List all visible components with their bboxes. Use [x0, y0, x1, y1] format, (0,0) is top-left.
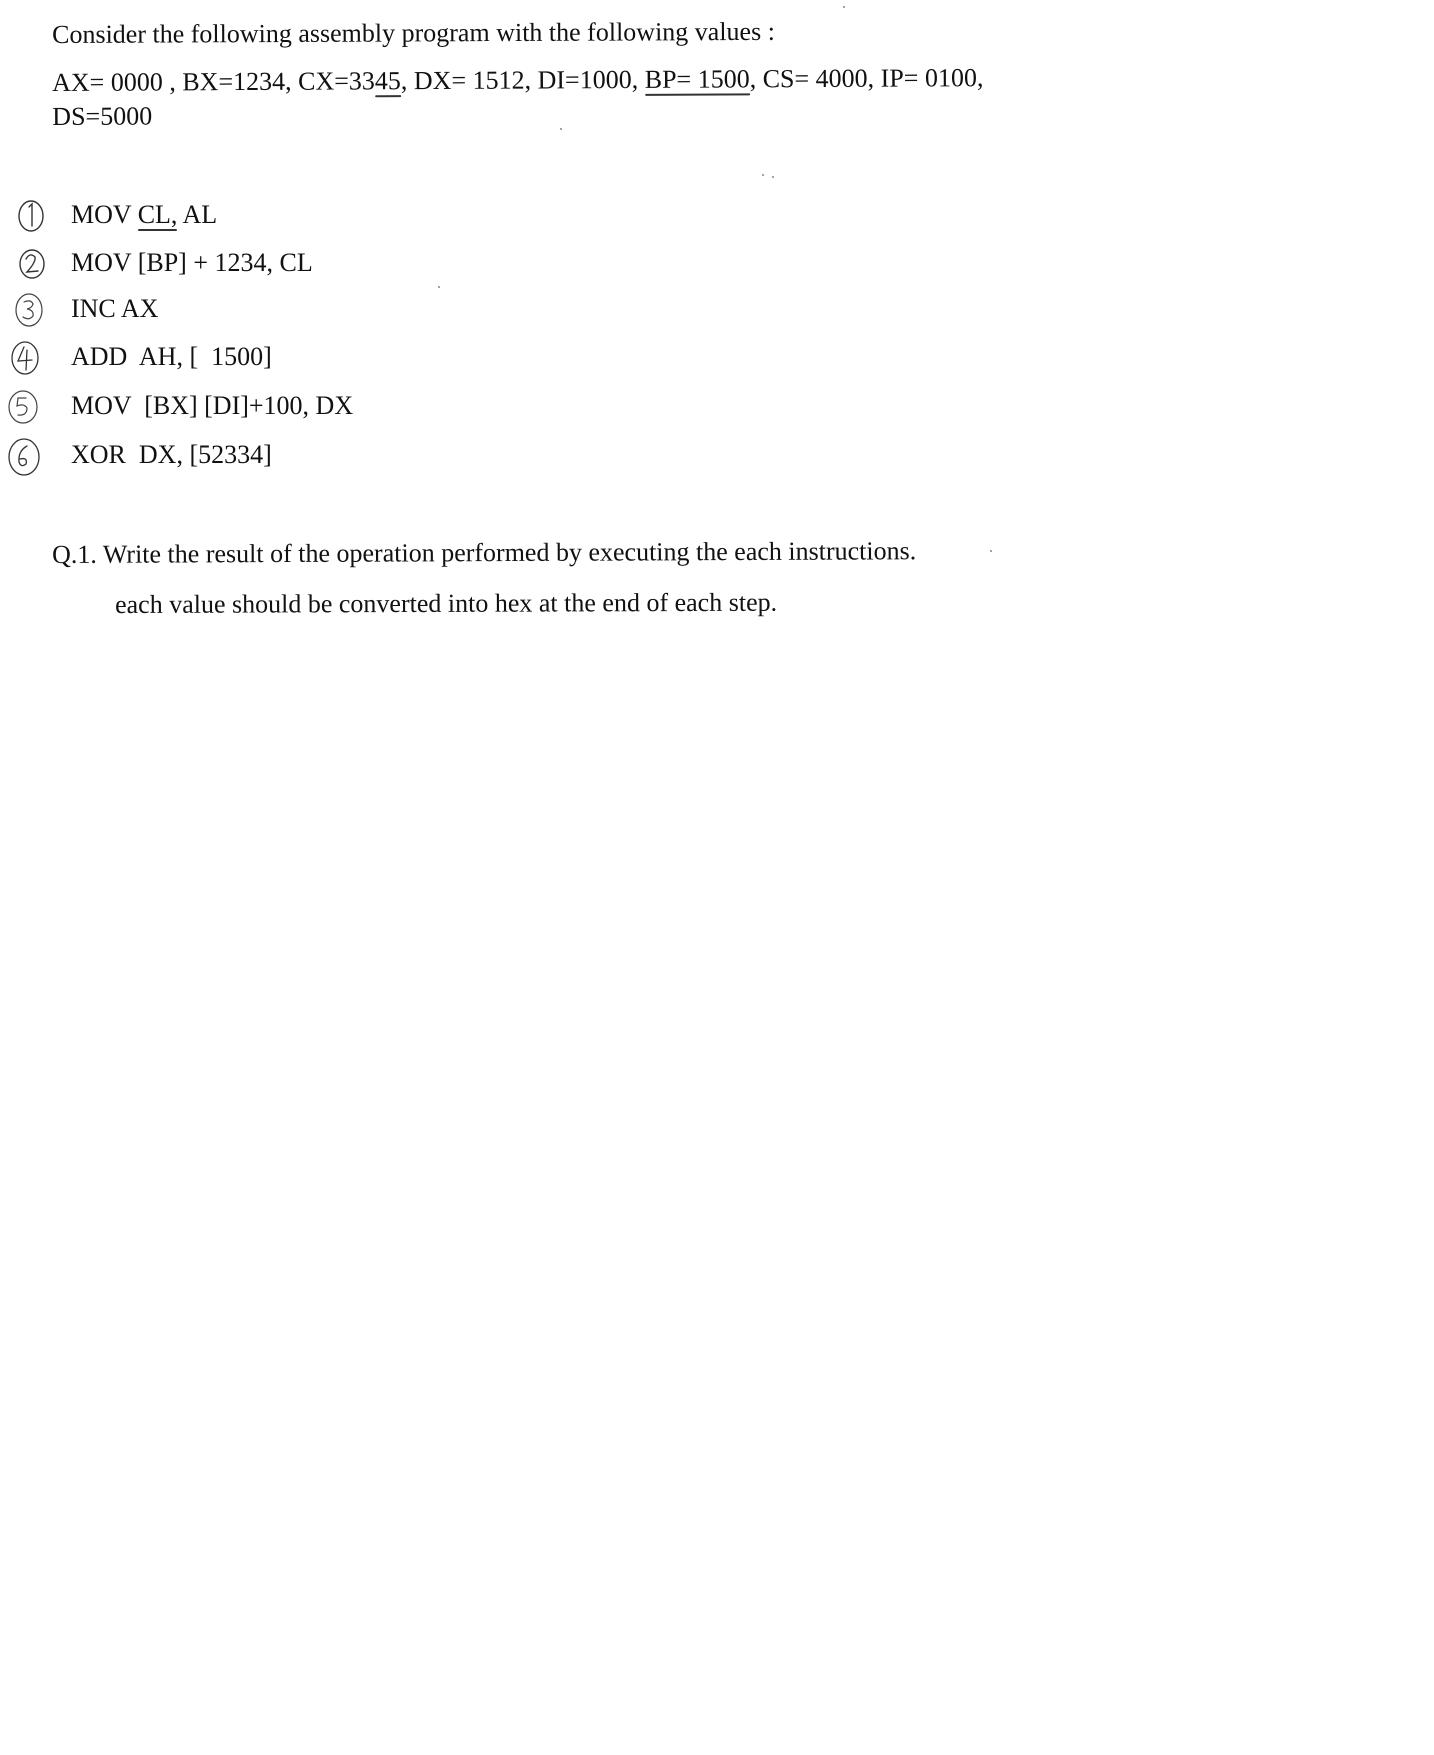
instruction-text: XOR DX, [52334] [71, 440, 272, 469]
instruction-2 [0, 244, 700, 288]
question-1: Q.1. Write the result of the operation performed by executing the each instructions. [52, 536, 917, 569]
instruction-text: ADD AH, [ 1500] [71, 342, 272, 371]
instruction-1-underlined-operand: CL, [138, 198, 178, 232]
intro-text: Consider the following assembly program with the following values : [52, 16, 775, 49]
instruction-text: INC AX [71, 294, 159, 323]
handwritten-circled-number-1-icon [16, 198, 46, 234]
instruction-1-operand: AL [177, 200, 218, 229]
scan-speck [990, 550, 992, 552]
scan-speck [438, 286, 440, 288]
values-line1-after: , CS= 4000, IP= 0100, [749, 63, 984, 94]
register-values-line-1 [52, 61, 1012, 100]
instruction-1-opcode: MOV [71, 200, 138, 229]
register-values [52, 61, 1012, 134]
scan-speck [843, 6, 845, 8]
handwritten-circled-number-2-icon [17, 246, 47, 282]
scan-speck [772, 176, 774, 178]
instruction-3 [0, 290, 700, 334]
instruction-5 [0, 387, 700, 431]
scan-speck [560, 128, 562, 130]
handwritten-circled-number-5-icon [6, 389, 36, 425]
handwritten-circled-number-3-icon [14, 292, 44, 328]
handwritten-circled-number-4-icon [10, 340, 40, 376]
values-line1-before: AX= 0000 , BX=1234, CX=33 [52, 66, 375, 97]
bp-underlined-value: BP= 1500 [645, 62, 750, 97]
instruction-text [71, 198, 217, 232]
question-note: each value should be converted into hex at the end of each step. [115, 587, 778, 619]
register-values-line-2: DS=5000 [52, 101, 153, 131]
instruction-text: MOV [BP] + 1234, CL [71, 248, 313, 277]
cx-underlined-digits: 45 [375, 64, 401, 98]
instruction-4 [0, 338, 700, 382]
instruction-6 [0, 436, 700, 480]
scan-speck [762, 174, 764, 176]
handwritten-circled-number-6-icon [6, 438, 36, 474]
values-line1-middle: , DX= 1512, DI=1000, [400, 64, 645, 96]
instruction-1 [0, 196, 700, 240]
instruction-text: MOV [BX] [DI]+100, DX [71, 391, 354, 420]
